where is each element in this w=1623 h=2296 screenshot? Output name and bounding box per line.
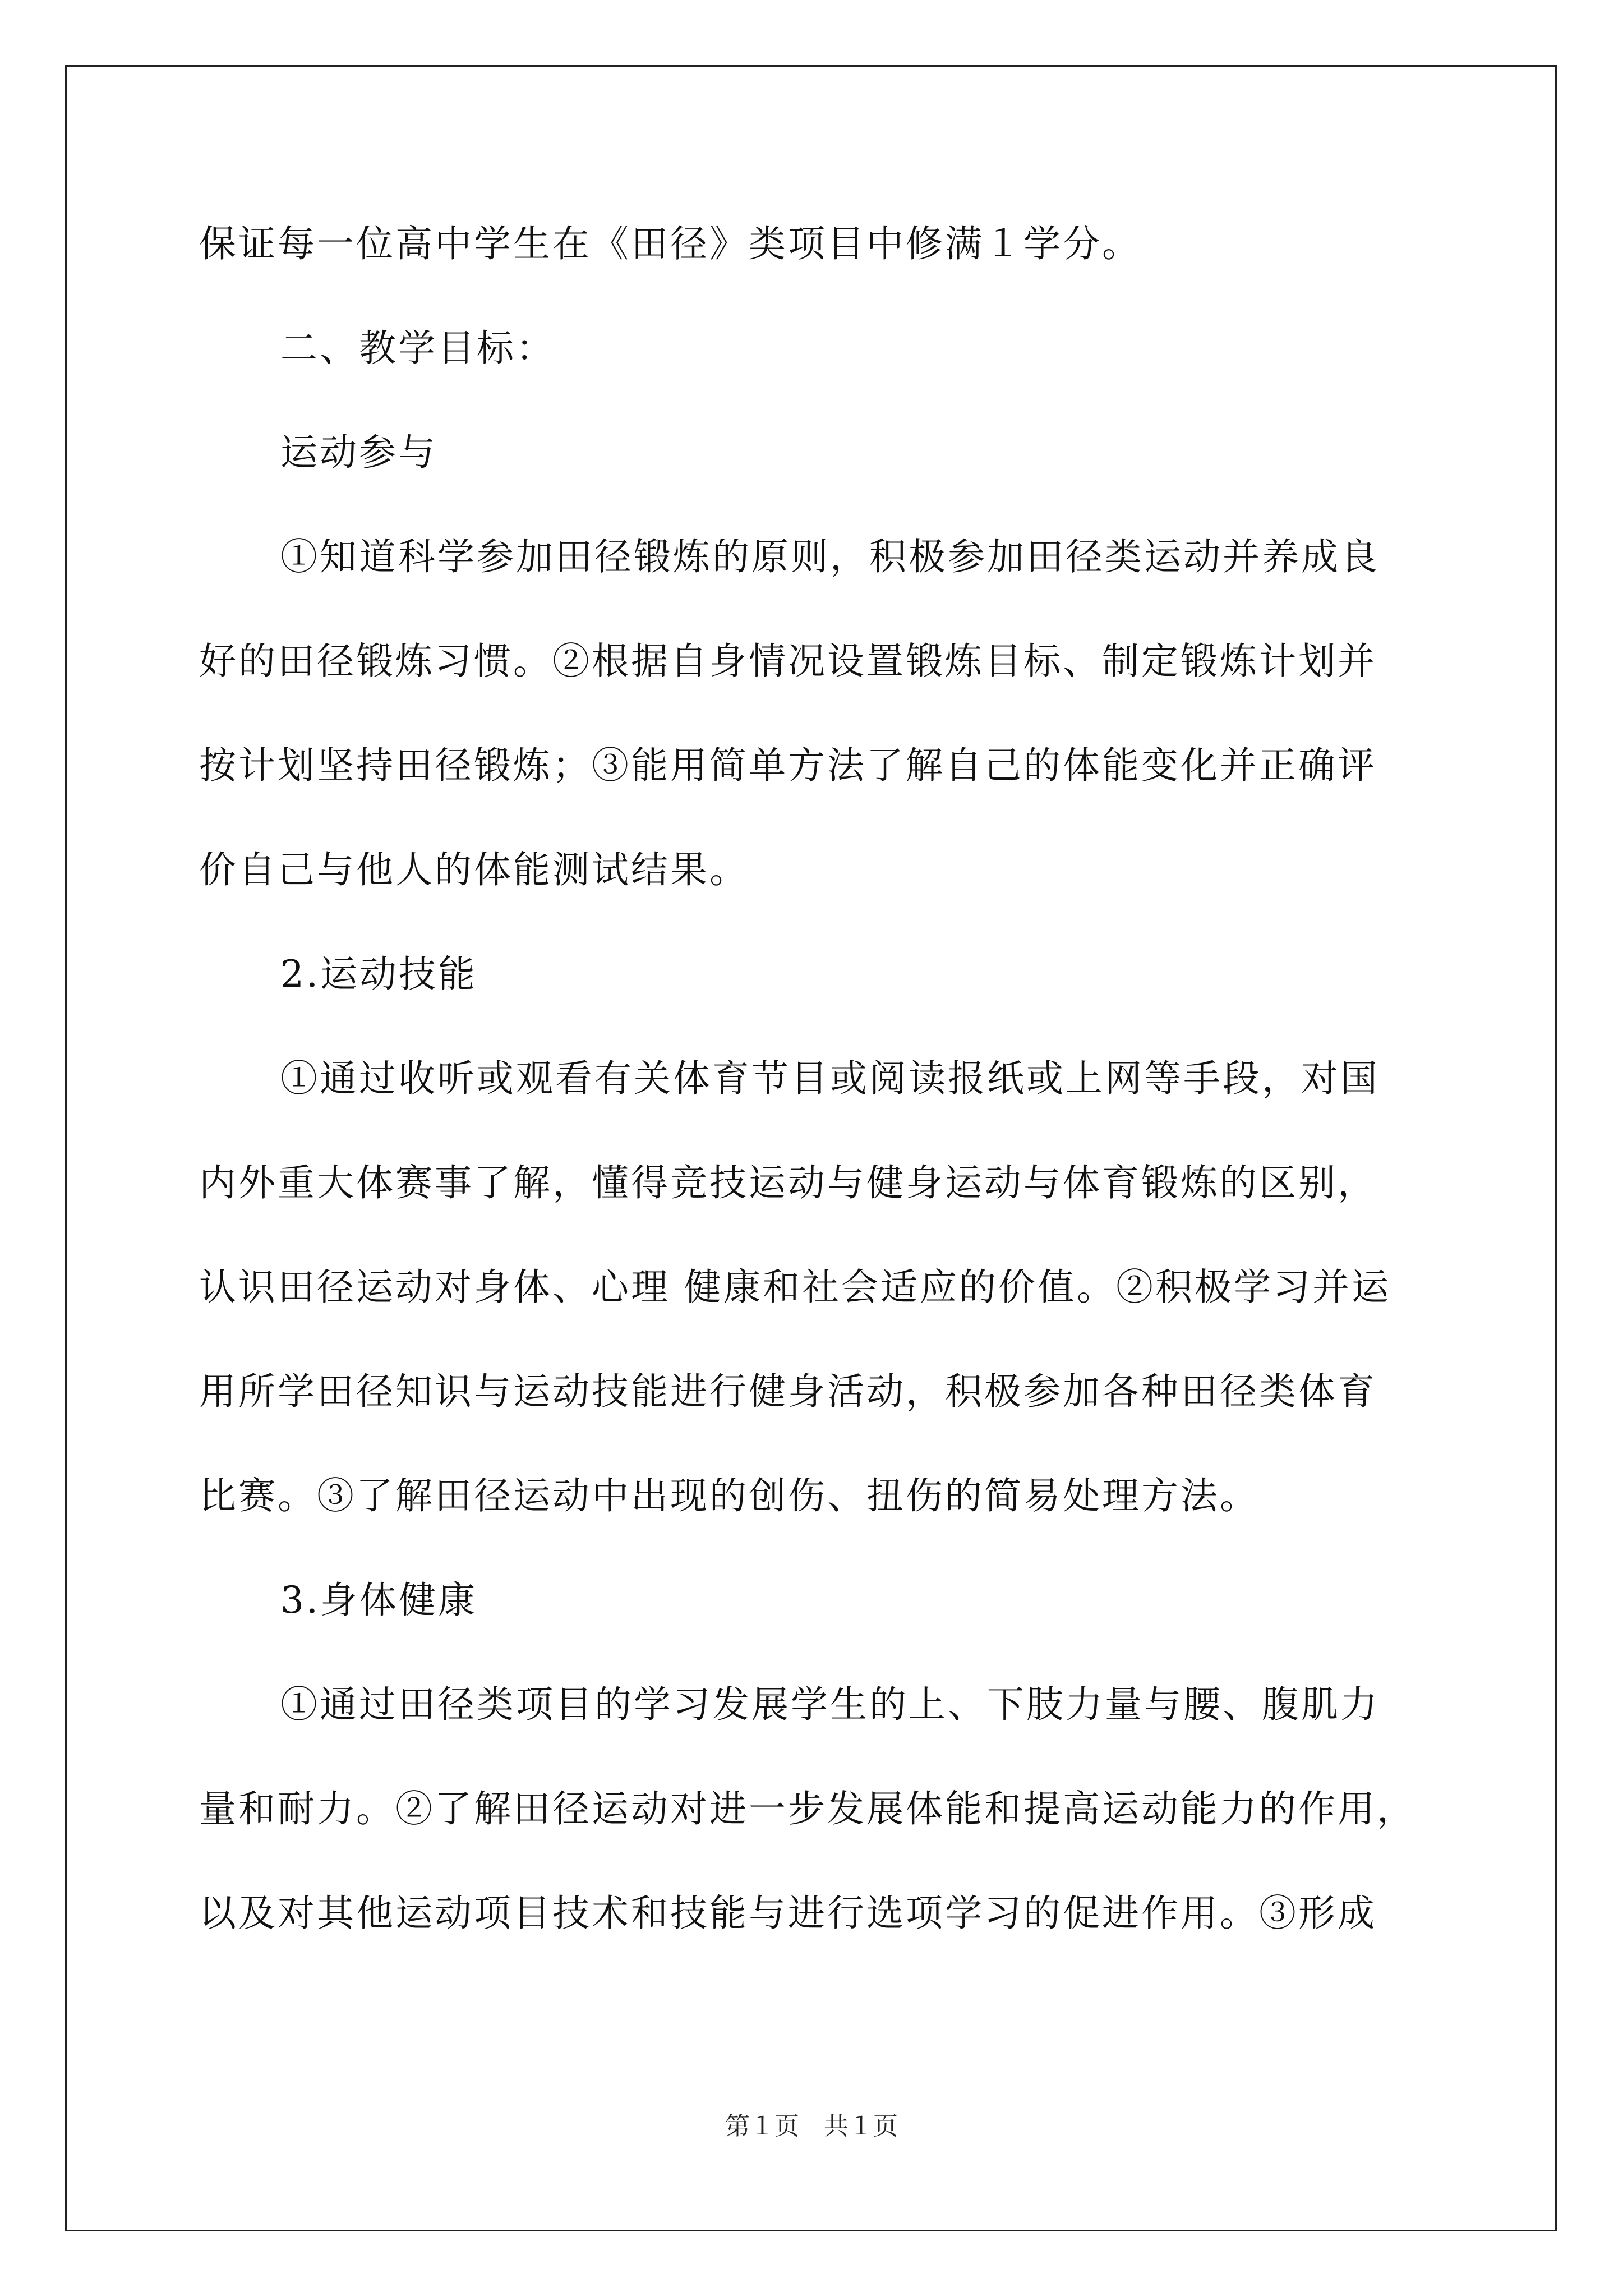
text-line: 用所学田径知识与运动技能进行健身活动，积极参加各种田径类体育 (199, 1370, 1377, 1413)
page-footer: 第１页 共１页 (725, 2112, 898, 2141)
subsection-heading: 2.运动技能 (280, 953, 477, 996)
text-line: ①知道科学参加田径锻炼的原则，积极参加田径类运动并养成良 (280, 535, 1380, 578)
text-line: 按计划坚持田径锻炼；③能用简单方法了解自己的体能变化并正确评 (199, 744, 1377, 787)
subsection-heading: 运动参与 (280, 431, 437, 474)
text-line: 保证每一位高中学生在《田径》类项目中修满１学分。 (199, 222, 1141, 265)
text-line: 价自己与他人的体能测试结果。 (199, 848, 749, 891)
subsection-heading: 3.身体健康 (280, 1579, 477, 1622)
text-line: 内外重大体赛事了解，懂得竞技运动与健身运动与体育锻炼的区别， (199, 1161, 1377, 1204)
text-line: 以及对其他运动项目技术和技能与进行选项学习的促进作用。③形成 (199, 1892, 1377, 1935)
text-line: ①通过收听或观看有关体育节目或阅读报纸或上网等手段，对国 (280, 1057, 1380, 1100)
section-heading: 二、教学目标： (280, 326, 555, 370)
text-line: 比赛。③了解田径运动中出现的创伤、扭伤的简易处理方法。 (199, 1474, 1259, 1517)
text-line: ①通过田径类项目的学习发展学生的上、下肢力量与腰、腹肌力 (280, 1683, 1380, 1726)
text-line: 量和耐力。②了解田径运动对进一步发展体能和提高运动能力的作用， (199, 1787, 1416, 1830)
text-line: 好的田径锻炼习惯。②根据自身情况设置锻炼目标、制定锻炼计划并 (199, 639, 1377, 683)
text-line: 认识田径运动对身体、心理 健康和社会适应的价值。②积极学习并运 (199, 1266, 1391, 1309)
